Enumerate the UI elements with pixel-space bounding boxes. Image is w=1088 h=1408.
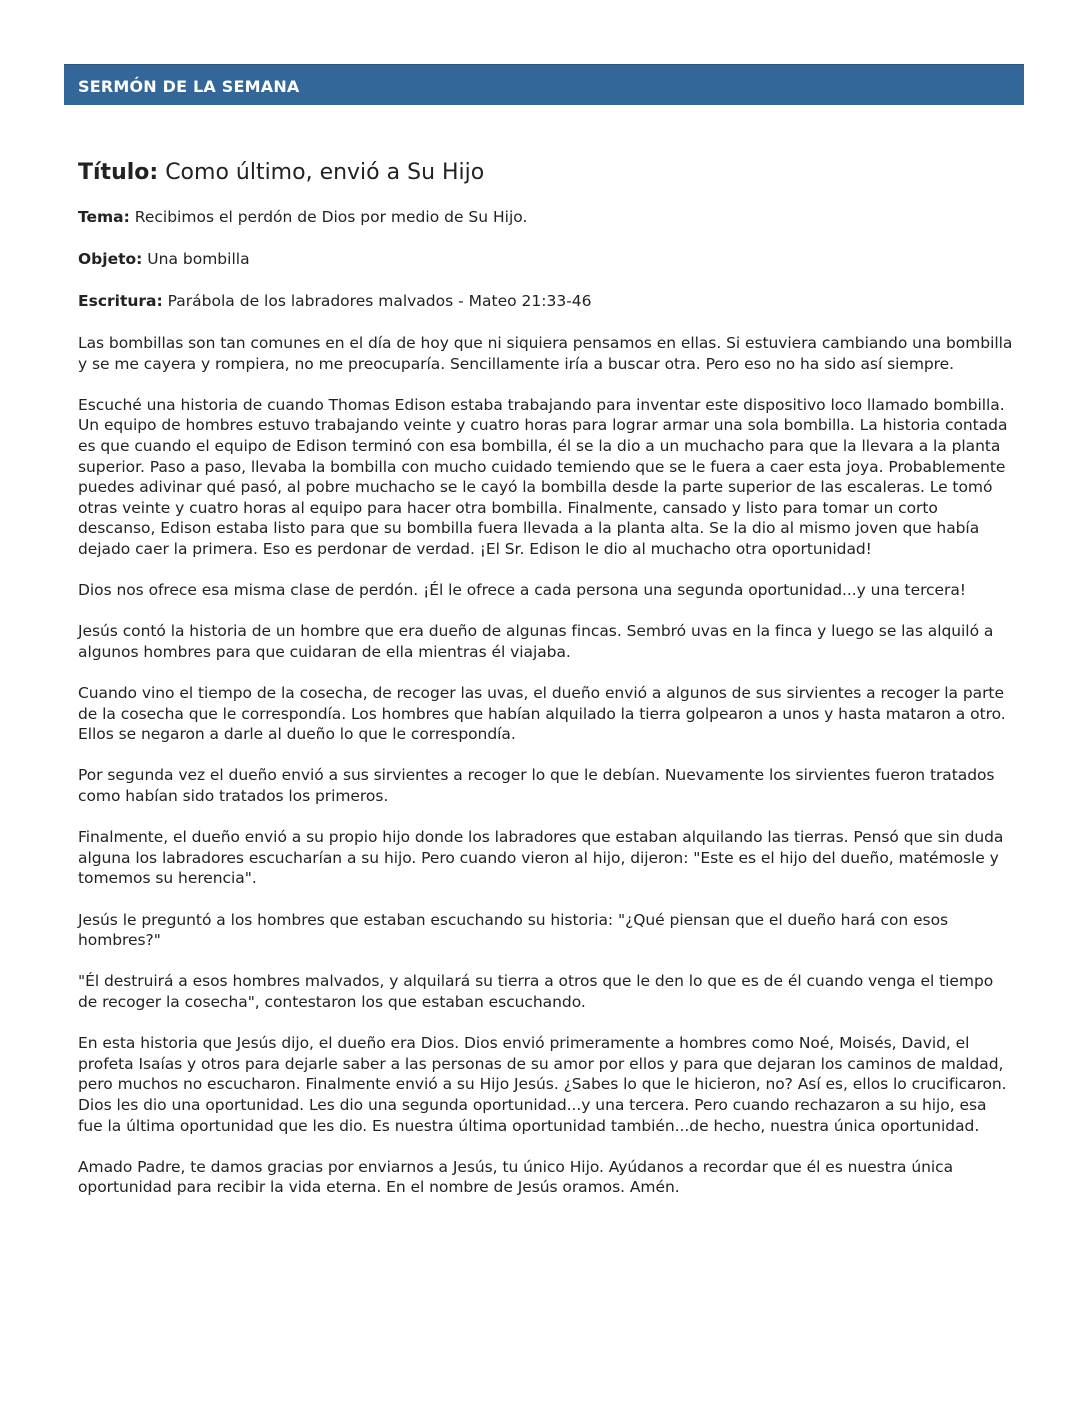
objeto-line xyxy=(78,249,1014,270)
tema-label: Tema: xyxy=(78,208,130,226)
escritura-text: Parábola de los labradores malvados - Mateo 21:33-46 xyxy=(167,292,592,310)
title-text: Como último, envió a Su Hijo xyxy=(165,160,485,185)
paragraph-harvest: Cuando vino el tiempo de la cosecha, de recoger las uvas, el dueño envió a algunos de sus sirvientes a recoger la parte de la cosecha que le correspondía. Los hombres que habían alquilado la tierra golpearon a unos y hasta mataron a otro. Ellos se negaron a darle al dueño lo que le correspondía. xyxy=(78,684,1006,744)
banner-title: SERMÓN DE LA SEMANA xyxy=(78,77,300,96)
paragraph-edison-story: Escuché una historia de cuando Thomas Edison estaba trabajando para inventar este dispositivo loco llamado bombilla. Un equipo de hombres estuvo trabajando veinte y cuatro horas para lograr armar una sola bombilla. La historia contada es que cuando el equipo de Edison terminó con esa bombilla, él se la dio a un muchacho para que la llevara a la planta superior. Paso a paso, llevaba la bombilla con mucho cuidado temiendo que se le fuera a caer esta joya. Probablemente puedes adivinar qué pasó, al pobre muchacho se le cayó la bombilla desde la parte superior de las escaleras. Le tomó otras veinte y cuatro horas al equipo para hacer otra bombilla. Finalmente, cansado y listo para tomar un corto descanso, Edison estaba listo para que su bombilla fuera llevada a la planta alta. Se la dio al mismo joven que había dejado caer la primera. Eso es perdonar de verdad. ¡El Sr. Edison le dio al muchacho otra oportunidad! xyxy=(78,395,1008,558)
tema-text: Recibimos el perdón de Dios por medio de Su Hijo. xyxy=(134,208,528,226)
objeto-label: Objeto: xyxy=(78,250,143,268)
paragraph-answer: "Él destruirá a esos hombres malvados, y alquilará su tierra a otros que le den lo que es de él cuando venga el tiempo de recoger la cosecha", contestaron los que estaban escuchando. xyxy=(78,972,994,1011)
paragraph-second-time: Por segunda vez el dueño envió a sus sirvientes a recoger lo que le debían. Nuevamente los sirvientes fueron tratados como habían sido tratados los primeros. xyxy=(78,766,995,806)
sermon-title xyxy=(78,158,1014,188)
escritura-line xyxy=(78,291,1014,312)
paragraph-prayer: Amado Padre, te damos gracias por enviarnos a Jesús, tu único Hijo. Ayúdanos a recordar que él es nuestra única oportunidad para recibir la vida eterna. En el nombre de Jesús oramos. Amén. xyxy=(78,1157,954,1197)
paragraph-intro: Las bombillas son tan comunes en el día de hoy que ni siquiera pensamos en ellas. Si estuviera cambiando una bombilla y se me cayera y rompiera, no me preocuparía. Sencillamente iría a buscar otra. Pero eso no ha sido así siempre. xyxy=(78,334,1013,373)
objeto-text: Una bombilla xyxy=(147,250,250,268)
paragraph-parable-start: Jesús contó la historia de un hombre que era dueño de algunas fincas. Sembró uvas en la finca y luego se las alquiló a algunos hombres para que cuidaran de ella mientras él viajaba. xyxy=(78,622,994,661)
paragraph-son-sent: Finalmente, el dueño envió a su propio hijo donde los labradores que estaban alquilando las tierras. Pensó que sin duda alguna los labradores escucharían a su hijo. Pero cuando vieron al hijo, dijeron: "Este es el hijo del dueño, matémosle y tomemos su herencia". xyxy=(78,828,1004,888)
section-banner xyxy=(64,64,1024,105)
paragraph-forgiveness: Dios nos ofrece esa misma clase de perdón. ¡Él le ofrece a cada persona una segunda oportunidad...y una tercera! xyxy=(78,581,966,600)
paragraph-jesus-question: Jesús le preguntó a los hombres que estaban escuchando su historia: "¿Qué piensan que el dueño hará con esos hombres?" xyxy=(78,910,949,950)
tema-line xyxy=(78,207,1014,228)
escritura-label: Escritura: xyxy=(78,292,163,310)
title-label: Título: xyxy=(78,160,159,185)
paragraph-explanation: En esta historia que Jesús dijo, el dueño era Dios. Dios envió primeramente a hombres como Noé, Moisés, David, el profeta Isaías y otros para dejarle saber a las personas de su amor por ellos y para que dejaran los caminos de maldad, pero muchos no escucharon. Finalmente envió a su Hijo Jesús. ¿Sabes lo que le hicieron, no? Así es, ellos lo crucificaron. Dios les dio una oportunidad. Les dio una segunda oportunidad...y una tercera. Pero cuando rechazaron a su hijo, esa fue la última oportunidad que les dio. Es nuestra última oportunidad también...de hecho, nuestra única oportunidad. xyxy=(78,1034,1007,1135)
sermon-content xyxy=(78,158,1014,1219)
